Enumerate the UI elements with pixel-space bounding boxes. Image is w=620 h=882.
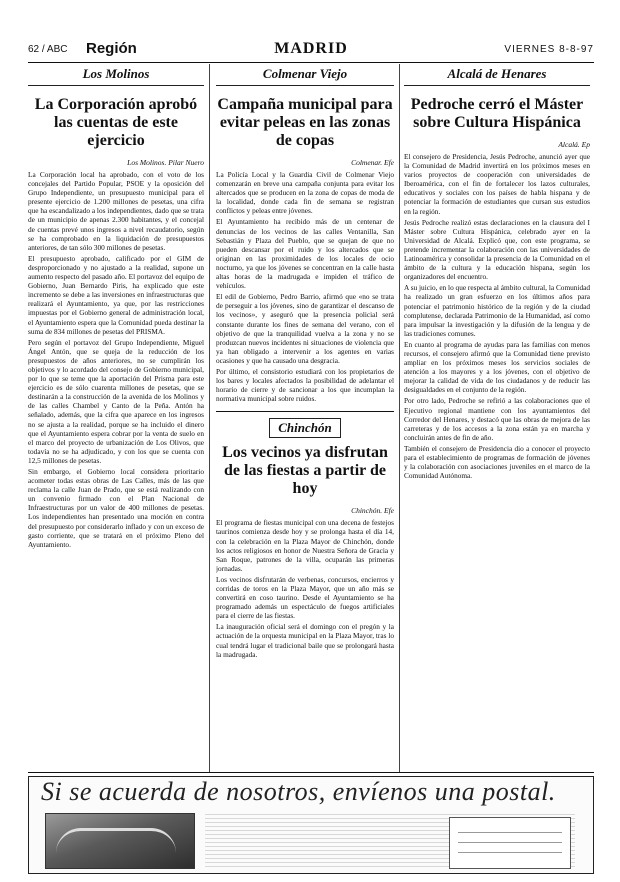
section-title: MADRID [274, 40, 348, 57]
article-paragraph: En cuanto al programa de ayudas para las familias con menos recursos, el consejero afirmó que la Comunidad tiene previsto ampliar en los próximos meses los servicios sociales de atención a los mayores y a los jóvenes, con el objetivo de mejorar la calidad de vida de los ciudadanos y de reducir las desigualdades en el conjunto de la región. [404, 339, 590, 395]
article-paragraph: Los vecinos disfrutarán de verbenas, concursos, encierros y corridas de toros en la Plaza Mayor, que un año más se convertirá en coso taurino. Desde el Ayuntamiento se ha programado además un espectáculo de fuegos artificiales para el cierre de las fiestas. [216, 574, 394, 621]
article-paragraph: Por otro lado, Pedroche se refirió a las colaboraciones que el Ejecutivo regional mantiene con los ayuntamientos del Corredor del Henares, y destacó que las obras de mejora de las carreteras y de los accesos a la zona están ya en marcha y concluirán antes de fin de año. [404, 396, 590, 442]
article-kicker: Alcalá de Henares [404, 64, 590, 86]
article-paragraph: El edil de Gobierno, Pedro Barrio, afirmó que «no se trata de perseguir a los jóvenes, sino de garantizar el descanso de los vecinos», y aseguró que la presencia policial será constante durante los fines de semana del verano, con el objetivo de que la tranquilidad vuelva a la zona y no se produzcan nuevos incidentes ni situaciones de violencia que ya han obligado a intervenir a los agentes en varias ocasiones y que ha causado una desgracia. [216, 292, 394, 365]
article-paragraph: El presupuesto aprobado, calificado por el GIM de desproporcionado y no ajustado a la realidad, supone un aumento respecto del pasado año. El portavoz del equipo de Gobierno, Juan Bernardo Piris, ha explicado que este incremento se debe a las inversiones en infraestructuras que realizará el Ayuntamiento, ya que, por las restricciones impuestas por el Gobierno general de administración local, el Ayuntamiento espera que la Comunidad pueda destinar la suma de 834 millones de pesetas del PRISMA. [28, 253, 204, 336]
ad-slogan: Si se acuerda de nosotros, envíenos una postal. [41, 777, 556, 806]
article-paragraph: Jesús Pedroche realizó estas declaraciones en la clausura del I Máster sobre Cultura Hispánica, celebrado ayer en la Universidad de Alcalá. Explicó que, con este programa, se pretende incrementar la colaboración con las universidades de Latinoamérica y consolidar la presencia de la Comunidad en el ámbito de la cultura y la educación hispana, según los organizadores del encuentro. [404, 217, 590, 282]
article-paragraph: La Corporación local ha aprobado, con el voto de los concejales del Partido Popular, PSOE y la oposición del Grupo Independiente, un presupuesto municipal para el presente ejercicio de 1.200 millones de pesetas, una cifra que ha escandalizado a los independientes, dado que se trata de un municipio de apenas 2.300 habitantes, y el concejal de cuentas prevé unos ingresos a nivel recaudatorio, según se ha comprobado en la liquidación de presupuestos anteriores, de tan sólo 300 millones de pesetas. [28, 170, 204, 252]
article-paragraph: Sin embargo, el Gobierno local considera prioritario acometer todas estas obras de Las Calles, más de las que reclama la calle Juan de Prado, que se está realizando con un convenio firmado con el Plan Nacional de Infraestructuras por un valor de 400 millones de pesetas. Los independientes han presentado una moción en contra del presupuesto por considerarlo inflado y con un exceso de gasto corriente, que se tratará en el próximo Pleno del Ayuntamiento. [28, 467, 204, 549]
article-paragraph: También el consejero de Presidencia dio a conocer el proyecto para el establecimiento de programas de formación de jóvenes y la colaboración con asociaciones juveniles en el marco de la Comunidad Autónoma. [404, 443, 590, 481]
ad-postcard-image [449, 817, 571, 869]
issue-date: VIERNES 8-8-97 [504, 44, 594, 55]
article-byline: Los Molinos. Pilar Nuero [127, 158, 204, 167]
article-headline: Pedroche cerró el Máster sobre Cultura Hispánica [410, 96, 584, 131]
page-number: 62 / ABC [28, 44, 68, 55]
article-headline: La Corporación aprobó las cuentas de este ejercicio [34, 96, 198, 149]
article-kicker: Chinchón [269, 418, 340, 438]
article-colmenar-viejo [216, 64, 394, 768]
article-alcala-de-henares [404, 64, 590, 768]
article-los-molinos [28, 64, 204, 768]
article-chinchon [216, 411, 394, 658]
column-divider [209, 64, 210, 772]
article-paragraph: A su juicio, en lo que respecta al ámbito cultural, la Comunidad ha realizado un gran esfuerzo en los últimos años para potenciar el patrimonio histórico de la región y de la ciudad complutense, declarada Patrimonio de la Humanidad, así como para impulsar la investigación y la difusión de la lengua y de las tradiciones comunes. [404, 283, 590, 338]
article-paragraph: Pero según el portavoz del Grupo Independiente, Miguel Ángel Antón, que se queja de la reducción de los presupuestos de años anteriores, no se cumplirán los objetivos y lo acordado del consejo de Gobierno municipal, por lo que se teme que la aportación del Prisma para este ejercicio es de sólo cuarenta millones de pesetas, que se destinarán a la construcción de la avenida de los Molinos y de las calles Chambel y Canto de la Peña. Antón ha señalado, además, que la cifra que aparece en los ingresos no se ajusta a la realidad, porque se ha incluido el dinero que el Ayuntamiento espera cobrar por la venta de suelo en el marco del proyecto de urbanización de Los Olivos, que todavía no se ha adjudicado, y con los que se cuenta con 12,5 millones de pesetas. [28, 337, 204, 465]
article-paragraph: La Policía Local y la Guardia Civil de Colmenar Viejo comenzarán en breve una campaña conjunta para evitar los altercados que se producen en la zona de copas de moda de la localidad, donde cada fin de semana se registran conflictos y peleas entre jóvenes. [216, 170, 394, 216]
column-divider [399, 64, 400, 772]
article-paragraph: El consejero de Presidencia, Jesús Pedroche, anunció ayer que la Comunidad de Madrid invertirá en los próximos meses en varios proyectos de cooperación con universidades de Iberoamérica, con el fin de fortalecer los lazos culturales, educativos y sociales con los países de habla hispana y de potenciar la formación de estudiantes que cursan sus estudios en la región. [404, 152, 590, 216]
advertisement [28, 776, 594, 874]
article-headline: Campaña municipal para evitar peleas en las zonas de copas [217, 96, 393, 149]
article-paragraph: Por último, el consistorio estudiará con los propietarios de los bares y locales afectados la posibilidad de adelantar el horario de cierre y de sancionar a los que incumplan la normativa municipal sobre ruidos. [216, 366, 394, 404]
article-byline: Chinchón. Efe [351, 506, 394, 516]
article-kicker: Los Molinos [28, 64, 204, 86]
footer-rule [28, 772, 594, 773]
page-header [28, 40, 594, 60]
ad-photo [45, 813, 195, 869]
article-paragraph: El programa de fiestas municipal con una decena de festejos taurinos comienza desde hoy y se prolonga hasta el día 14, con la celebración en la Plaza Mayor de Chinchón, donde los actos religiosos en honor de Nuestra Señora de Gracia y San Roque, patrones de la villa, ocuparán las primeras jornadas. [216, 518, 394, 573]
article-paragraph: La inauguración oficial será el domingo con el pregón y la actuación de la orquesta municipal en la Plaza Mayor, tras lo cual tendrá lugar el tradicional baile que se prolongará hasta la madrugada. [216, 622, 394, 659]
article-kicker: Colmenar Viejo [216, 64, 394, 86]
article-byline: Colmenar. Efe [351, 158, 394, 167]
article-byline: Alcalá. Ep [558, 140, 590, 149]
header-rule [28, 62, 594, 63]
article-headline: Los vecinos ya disfrutan de las fiestas a partir de hoy [222, 444, 388, 498]
article-paragraph: El Ayuntamiento ha recibido más de un centenar de denuncias de los vecinos de las calles Ventanilla, San Sebastián y Plaza del Pueblo, que se quejan de que no pueden descansar por el ruido y los altercados que se originan en las proximidades de los locales de ocio nocturno, ya que los jóvenes se concentran en la calle hasta altas horas de la madrugada e impiden el tráfico de vehículos. [216, 217, 394, 291]
section-label: Región [86, 40, 137, 57]
